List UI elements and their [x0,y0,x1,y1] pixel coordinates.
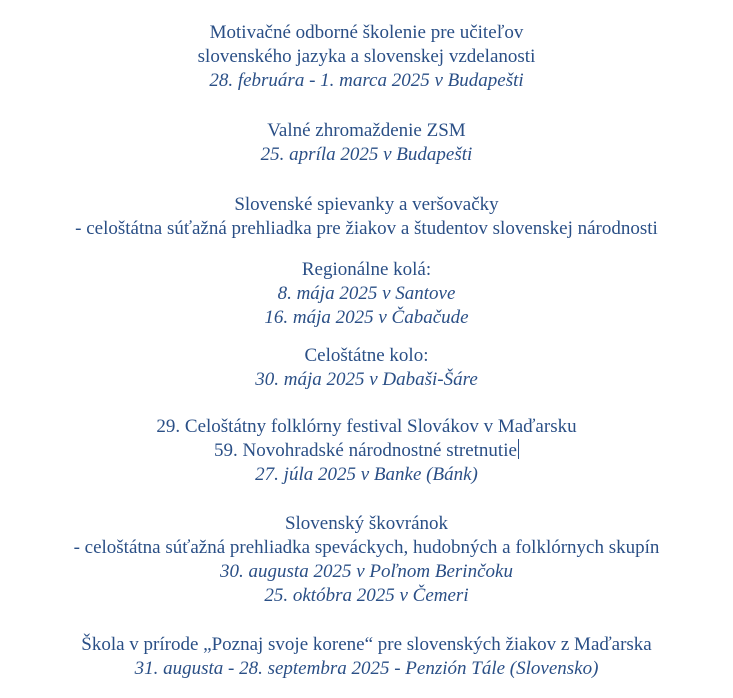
event-7-date-1: 30. augusta 2025 v Poľnom Berinčoku [220,561,513,582]
event-8-title: Škola v prírode „Poznaj svoje korene“ pre slovenských žiakov z Maďarska [81,634,652,655]
event-3-title-line-1: Slovenské spievanky a veršovačky [234,194,499,215]
event-3-title-line-2: - celoštátna súťažná prehliadka pre žiakov a študentov slovenskej národnosti [75,218,658,239]
event-2-date: 25. apríla 2025 v Budapešti [260,144,473,165]
event-1-title-line-1: Motivačné odborné školenie pre učiteľov [209,22,524,43]
event-1-date: 28. februára - 1. marca 2025 v Budapešti [209,70,524,91]
regional-round-date-2: 16. mája 2025 v Čabačude [264,307,469,328]
event-8-date: 31. augusta - 28. septembra 2025 - Penzión Tále (Slovensko) [134,658,599,679]
event-7-date-2: 25. októbra 2025 v Čemeri [264,585,469,606]
event-6-date: 27. júla 2025 v Banke (Bánk) [255,464,478,485]
event-6-title-line-1: 29. Celoštátny folklórny festival Slovákov v Maďarsku [156,416,577,437]
event-6-title-line-2 [0,439,733,463]
national-round-heading: Celoštátne kolo: [304,345,429,366]
event-7-title-line-2: - celoštátna súťažná prehliadka speváckych, hudobných a folklórnych skupín [73,537,660,558]
event-6-title-line-2-text: 59. Novohradské národnostné stretnutie [214,440,517,461]
text-cursor [518,439,519,459]
regional-rounds-heading: Regionálne kolá: [301,259,432,280]
event-7-title-line-1: Slovenský škovránok [284,513,449,534]
event-1-title-line-2: slovenského jazyka a slovenskej vzdelanosti [197,46,536,67]
regional-round-date-1: 8. mája 2025 v Santove [277,283,456,304]
event-2-title: Valné zhromaždenie ZSM [267,120,466,141]
national-round-date: 30. mája 2025 v Dabaši-Šáre [255,369,478,390]
